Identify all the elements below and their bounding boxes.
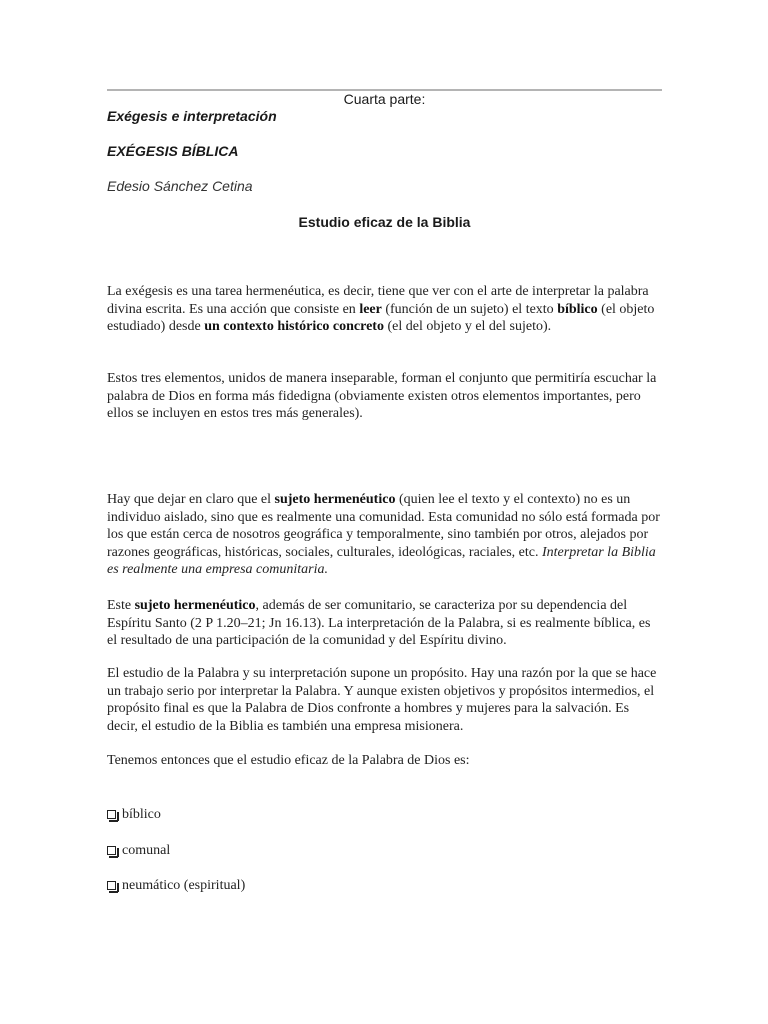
subtitle: EXÉGESIS BÍBLICA (107, 143, 239, 159)
paragraph-text: Este (107, 598, 135, 613)
paragraph-text: (función de un sujeto) el texto (381, 301, 558, 317)
section-title: Exégesis e interpretación (107, 108, 277, 124)
paragraph-text: (quien lee el texto y el contexto) no es un individuo aislado, sino que es realmente una comunidad. Esta comunidad no sólo está formada por los que están cerca de nosotros geográfica y temporalmente, sino también por otros, alejados por razones geográficas, históricas, sociales, culturales, ideológicas, raciales, etc. (107, 492, 660, 560)
part-label: Cuarta parte: (343, 91, 426, 107)
paragraph-text: , además de ser comunitario, se caracteriza por su dependencia del Espíritu Santo (2 P 1.20–21; Jn 16.13). La interpretación de la Palabra, si es realmente bíblica, es el resultado de una participación de la comunidad y del Espíritu divino. (107, 598, 651, 648)
paragraph-text: (el del objeto y el del sujeto). (383, 319, 552, 334)
checkbox-icon (107, 846, 116, 855)
bold-term: un contexto histórico concreto (204, 319, 384, 334)
author-name: Edesio Sánchez Cetina (107, 178, 253, 194)
checklist-label: neumático (espiritual) (122, 878, 246, 893)
checklist-item (107, 806, 161, 824)
paragraph-text: Tenemos entonces que el estudio eficaz de la Palabra de Dios es: (107, 753, 470, 768)
paragraph-text: Hay que dejar en claro que el (107, 492, 275, 507)
checklist-item (107, 842, 170, 860)
bold-term: leer (359, 301, 382, 317)
paragraph-6 (107, 752, 662, 770)
bold-term: sujeto hermenéutico (134, 598, 256, 613)
paragraph-4 (107, 597, 662, 650)
paragraph-text: (el objeto estudiado) desde (107, 301, 655, 334)
checkbox-icon (107, 881, 116, 890)
paragraph-text: El estudio de la Palabra y su interpretación supone un propósito. Hay una razón por la que se hace un trabajo serio por interpretar la Palabra. Y aunque existen objetivos y propósitos intermedios, el propósito final es que la Palabra de Dios confronte a hombres y mujeres para la salvación. Es decir, el estudio de la Biblia es también una empresa misionera. (107, 666, 657, 734)
paragraph-2 (107, 370, 662, 423)
paragraph-1 (107, 283, 662, 336)
paragraph-text: Estos tres elementos, unidos de manera inseparable, forman el conjunto que permitiría escuchar la palabra de Dios en forma más fidedigna (obviamente existen otros elementos importantes, pero ellos se incluyen en estos tres más generales). (107, 371, 657, 421)
checklist-item (107, 877, 245, 895)
checklist-label: comunal (122, 843, 171, 858)
paragraph-5 (107, 665, 662, 735)
bold-term: bíblico (557, 301, 598, 317)
italic-statement: Interpretar la Biblia es realmente una empresa comunitaria. (107, 544, 656, 577)
document-heading: Estudio eficaz de la Biblia (298, 214, 471, 230)
paragraph-text: La exégesis es una tarea hermenéutica, es decir, tiene que ver con el arte de interpretar la palabra divina escrita. Es una acción que consiste en (107, 284, 649, 317)
bold-term: sujeto hermenéutico (274, 492, 396, 507)
checklist-label: bíblico (122, 807, 161, 822)
paragraph-3 (107, 491, 662, 579)
checkbox-icon (107, 810, 116, 819)
